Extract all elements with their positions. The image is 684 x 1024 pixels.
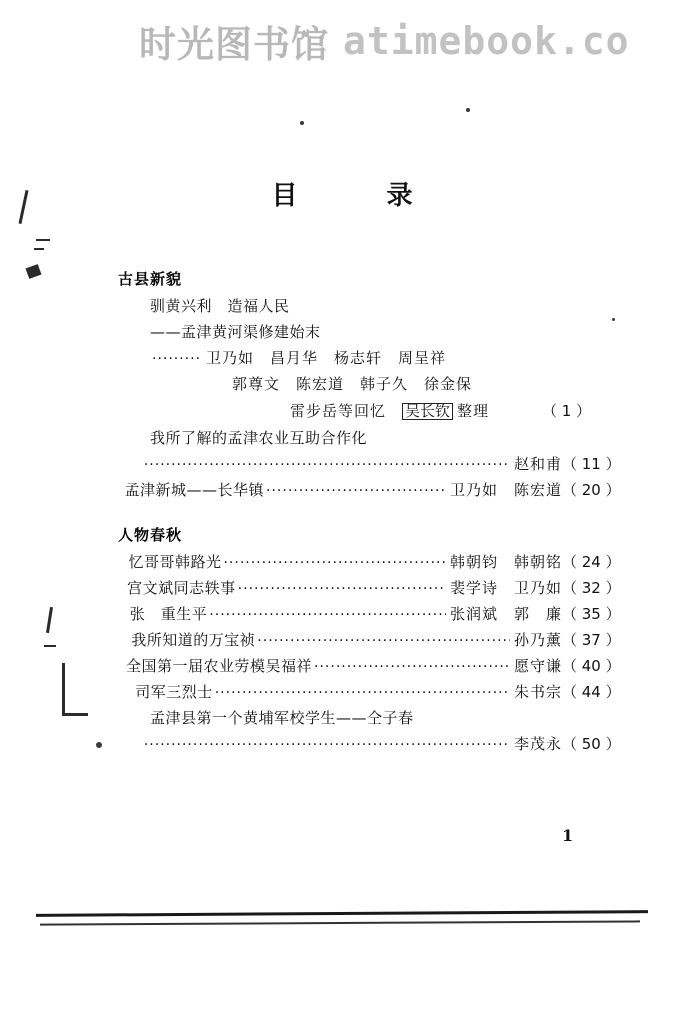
toc-entry-boxed-author: 吴长钦 (402, 403, 453, 420)
toc-entry[interactable] (108, 581, 620, 596)
watermark-english-text: atimebook.co (343, 19, 630, 63)
toc-entry-author-row (108, 377, 620, 392)
toc-entry-authors: 韩朝钧 韩朝铭 (449, 553, 562, 571)
page-number: 1 (562, 826, 574, 845)
table-of-contents (108, 258, 620, 763)
leader-dots (264, 484, 446, 498)
toc-entry-title: 驯黄兴利 造福人民 (150, 297, 290, 315)
toc-entry-page: （ 35 ） (562, 605, 621, 623)
scan-artifact (26, 264, 42, 279)
toc-entry-authors: 李茂永 (513, 735, 562, 753)
leader-dots (255, 634, 510, 648)
scan-artifact (62, 713, 88, 716)
leader-dots (207, 608, 446, 622)
toc-entry[interactable] (108, 483, 620, 498)
toc-entry[interactable] (108, 299, 620, 314)
toc-entry-title: 司军三烈士 (135, 683, 213, 701)
toc-entry-authors: 赵和甫 (513, 455, 562, 473)
watermark-chinese-text: 时光图书馆 (139, 23, 329, 66)
toc-entry[interactable] (108, 555, 620, 570)
toc-entry-title: 孟津县第一个黄埔军校学生——仝子春 (150, 709, 414, 727)
toc-entry-compiler-row (108, 403, 620, 420)
toc-entry[interactable] (108, 431, 620, 446)
toc-entry[interactable] (108, 685, 620, 700)
section-heading-2: 人物春秋 (118, 526, 183, 544)
scan-speck (300, 121, 304, 125)
toc-entry-page: （ 32 ） (562, 579, 621, 597)
watermark-banner (0, 10, 684, 72)
toc-entry-page: （ 1 ） (541, 402, 592, 420)
toc-entry-title: 我所了解的孟津农业互助合作化 (150, 429, 368, 447)
toc-entry-page: （ 20 ） (562, 481, 621, 499)
toc-entry-page: （ 11 ） (562, 455, 621, 473)
toc-entry-title: 忆哥哥韩路光 (128, 553, 222, 571)
toc-entry-page: （ 50 ） (562, 735, 621, 753)
toc-entry-authors: 张润斌 郭 廉 (449, 605, 562, 623)
leader-dots (221, 556, 446, 570)
toc-entry-title: 我所知道的万宝祯 (131, 631, 256, 649)
toc-entry-author-row (108, 457, 620, 472)
toc-entry[interactable] (108, 659, 620, 674)
toc-entry-authors: 裴学诗 卫乃如 (449, 579, 562, 597)
toc-entry-authors: 卫乃如 昌月华 杨志轩 周呈祥 (206, 349, 447, 367)
leader-dots (312, 660, 510, 674)
toc-entry[interactable] (108, 607, 620, 622)
toc-entry-authors: 雷步岳等回忆 (290, 402, 387, 420)
leader-dots (236, 582, 446, 596)
scan-speck (466, 108, 470, 112)
toc-entry-title: 张 重生平 (129, 605, 208, 623)
section-heading-1: 古县新貌 (118, 270, 183, 288)
toc-entry-authors: 卫乃如 陈宏道 (449, 481, 562, 499)
scan-artifact (62, 663, 65, 715)
scan-speck (96, 742, 102, 748)
toc-entry-authors: 朱书宗 (513, 683, 562, 701)
toc-entry-authors: 孙乃薰 (513, 631, 562, 649)
scan-artifact (34, 248, 44, 250)
toc-entry-title: 孟津新城——长华镇 (124, 481, 265, 499)
toc-entry-author-row (108, 737, 620, 752)
toc-entry-authors: 郭尊文 陈宏道 韩子久 徐金保 (232, 375, 473, 393)
toc-entry-page: （ 37 ） (562, 631, 621, 649)
leader-dots (142, 458, 510, 472)
leader-dots (213, 686, 510, 700)
toc-entry-title: 全国第一届农业劳模吴福祥 (126, 657, 313, 675)
leader-dots (142, 738, 510, 752)
toc-entry-authors: 愿守谦 (513, 657, 562, 675)
toc-entry-subtitle: ——孟津黄河渠修建始末 (150, 323, 321, 341)
toc-entry-compiler-role: 整理 (457, 402, 490, 420)
page-bottom-rule (36, 910, 648, 917)
leader-dots (150, 352, 202, 366)
toc-entry-author-row (108, 351, 620, 366)
toc-entry-subtitle-row (108, 325, 620, 340)
toc-entry-page: （ 40 ） (562, 657, 621, 675)
toc-entry[interactable] (108, 633, 620, 648)
toc-entry[interactable] (108, 711, 620, 726)
scan-artifact (36, 239, 50, 241)
page-title: 目 录 (271, 181, 453, 211)
toc-entry-page: （ 24 ） (562, 553, 621, 571)
toc-entry-page: （ 44 ） (562, 683, 621, 701)
scan-artifact (44, 645, 56, 647)
page-bottom-rule-secondary (40, 920, 640, 925)
toc-entry-title: 宫文斌同志轶事 (127, 579, 236, 597)
scan-artifact (46, 607, 53, 633)
